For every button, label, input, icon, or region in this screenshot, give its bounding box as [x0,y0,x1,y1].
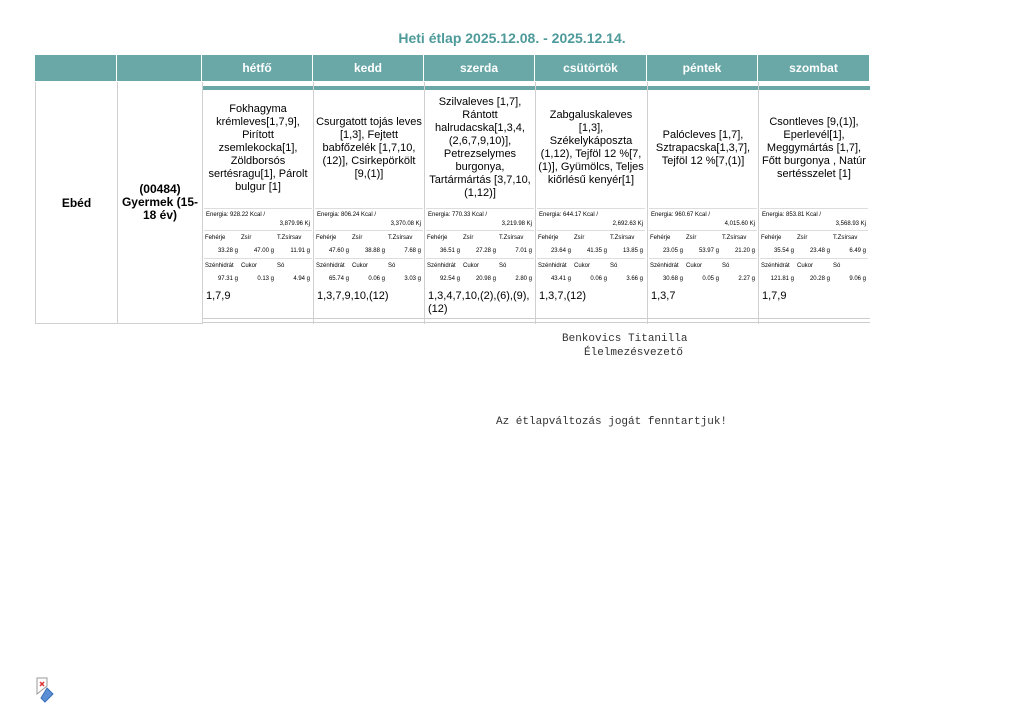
day-accent-bar [314,86,425,90]
menu-text: Fokhagyma krémleves[1,7,9], Pirított zsemlekocka[1], Zöldborsós sertésragu[1], Párolt bulgur [1] [208,102,308,193]
energy-info [537,208,645,230]
nutrient-value: 20.28 g [809,275,830,282]
row-divider [203,318,314,323]
header-day-3: csütörtök [535,55,647,81]
nutrients-row-1 [537,230,645,257]
nutrient-value: 35.54 g [773,247,794,254]
nutrient-label: Cukor [352,262,369,269]
day-column-0 [202,82,313,324]
energy-label: Energia: 806.24 Kcal / [317,212,377,218]
row-divider [648,318,759,323]
nutrient-value: 23.64 g [550,247,571,254]
nutrient-label: Cukor [686,262,703,269]
nutrient-label: Zsír [241,234,252,241]
row-divider [314,318,425,323]
allergen-list: 1,3,7,9,10,(12) [317,290,389,302]
energy-kj: 3,219.98 Kj [501,221,532,227]
energy-label: Energia: 853.81 Kcal / [762,212,822,218]
nutrients-row-1 [760,230,868,257]
allergen-list: 1,3,7 [651,290,676,302]
nutrient-value: 23.05 g [662,247,683,254]
nutrient-label: Szénhidrát [538,262,567,269]
energy-label: Energia: 644.17 Kcal / [539,212,599,218]
day-column-1 [313,82,424,324]
energy-info [760,208,868,230]
nutrient-label: Cukor [241,262,258,269]
day-accent-bar [759,86,870,90]
day-column-2 [424,82,535,324]
header-day-5: szombat [758,55,870,81]
energy-label: Energia: 928.22 Kcal / [206,212,266,218]
nutrients-row-2 [537,258,645,285]
nutrients-row-1 [204,230,312,257]
nutrients-row-1 [315,230,423,257]
nutrients-row-2 [315,258,423,285]
nutrient-value: 11.91 g [290,247,310,254]
header-day-1: kedd [313,55,424,81]
day-column-5 [758,82,869,324]
nutrient-value: 38.88 g [364,247,385,254]
nutrient-value: 2.80 g [515,275,532,282]
nutrient-value: 0.05 g [702,275,719,282]
nutrient-label: T.Zsírsav [277,234,302,241]
nutrient-label: Zsír [352,234,363,241]
nutrient-value: 6.49 g [849,247,866,254]
nutrients-row-1 [649,230,757,257]
menu-text: Szilvaleves [1,7], Rántott halrudacska[1,3,4,(2,6,7,9,10)], Petrezselymes burgonya, Tartármártás [3,7,10,(1,12)] [429,96,531,199]
nutrient-label: Fehérje [427,234,448,241]
footer-note: Az étlapváltozás jogát fenntartjuk! [496,416,728,428]
nutrient-value: 0.06 g [590,275,607,282]
nutrient-label: Szénhidrát [316,262,345,269]
nutrient-value: 47.00 g [253,247,274,254]
nutrient-value: 27.28 g [475,247,496,254]
nutrient-label: T.Zsírsav [499,234,524,241]
menu-text: Csontleves [9,(1)], Eperlevél[1], Meggymártás [1,7], Főtt burgonya , Natúr sertésszelet [1] [762,115,866,180]
nutrients-row-2 [649,258,757,285]
energy-info [315,208,423,230]
day-accent-bar [203,86,314,90]
nutrient-label: Zsír [574,234,585,241]
nutrient-label: Szénhidrát [427,262,456,269]
day-accent-bar [648,86,759,90]
nutrient-value: 36.51 g [439,247,460,254]
nutrient-value: 30.68 g [662,275,683,282]
energy-label: Energia: 770.33 Kcal / [428,212,488,218]
nutrient-value: 0.13 g [257,275,274,282]
energy-kj: 3,568.93 Kj [835,221,866,227]
energy-kj: 2,692.63 Kj [612,221,643,227]
energy-kj: 3,370.08 Kj [390,221,421,227]
nutrient-value: 2.27 g [738,275,755,282]
nutrient-value: 65.74 g [328,275,349,282]
nutrient-label: Zsír [463,234,474,241]
nutrient-label: Só [722,262,730,269]
nutrient-value: 33.28 g [217,247,238,254]
nutrient-label: T.Zsírsav [833,234,858,241]
page-title: Heti étlap 2025.12.08. - 2025.12.14. [398,30,626,46]
nutrient-label: Fehérje [538,234,559,241]
allergen-list: 1,3,7,(12) [539,290,587,302]
menu-text: Palócleves [1,7], Sztrapacska[1,3,7], Tejföl 12 %[7,(1)] [655,128,751,167]
nutrient-value: 20.98 g [475,275,496,282]
nutrient-value: 7.68 g [404,247,421,254]
nutrient-value: 41.35 g [586,247,607,254]
nutrient-value: 23.48 g [809,247,830,254]
nutrient-label: T.Zsírsav [610,234,635,241]
row-divider [759,318,870,323]
nutrient-value: 7.01 g [515,247,532,254]
nutrient-value: 3.03 g [404,275,421,282]
header-blank-meal [35,55,117,81]
row-divider [536,318,647,323]
day-column-3 [535,82,646,324]
nutrient-label: Só [277,262,285,269]
signature-name: Benkovics Titanilla [562,333,688,345]
broken-image-icon [35,676,55,704]
nutrient-label: Szénhidrát [205,262,234,269]
nutrient-label: Fehérje [316,234,337,241]
meal-label: Ebéd [35,82,117,324]
nutrients-row-2 [426,258,534,285]
nutrient-label: Zsír [797,234,808,241]
nutrient-label: Szénhidrát [650,262,679,269]
nutrient-value: 9.06 g [849,275,866,282]
header-blank-group [117,55,202,81]
nutrient-label: T.Zsírsav [722,234,747,241]
nutrient-label: Só [833,262,841,269]
allergen-list: 1,7,9 [762,290,787,302]
nutrients-row-1 [426,230,534,257]
group-label: (00484) Gyermek (15-18 év) [117,82,202,324]
day-column-4 [647,82,758,324]
energy-kj: 3,879.96 Kj [279,221,310,227]
day-accent-bar [536,86,647,90]
header-day-2: szerda [424,55,535,81]
nutrient-label: T.Zsírsav [388,234,413,241]
allergen-list: 1,7,9 [206,290,231,302]
nutrients-row-2 [204,258,312,285]
nutrient-value: 47.60 g [328,247,349,254]
nutrient-label: Cukor [463,262,480,269]
nutrient-value: 53.97 g [698,247,719,254]
allergen-list: 1,3,4,7,10,(2),(6),(9),(12) [428,290,530,315]
energy-label: Energia: 960.67 Kcal / [651,212,711,218]
nutrient-label: Só [499,262,507,269]
header-day-4: péntek [647,55,758,81]
nutrient-label: Fehérje [761,234,782,241]
nutrient-label: Cukor [574,262,591,269]
energy-info [426,208,534,230]
nutrient-value: 97.31 g [217,275,238,282]
menu-text: Zabgaluskaleves [1,3], Székelykáposzta (1,12), Tejföl 12 %[7,(1)], Gyümölcs, Teljes kiőrlésű kenyér[1] [538,109,644,186]
header-day-0: hétfő [202,55,313,81]
nutrient-label: Szénhidrát [761,262,790,269]
nutrient-label: Fehérje [205,234,226,241]
nutrient-value: 4.94 g [293,275,310,282]
row-divider [425,318,536,323]
signature-role: Élelmezésvezető [584,347,684,359]
nutrient-value: 13.85 g [622,247,643,254]
nutrient-value: 121.81 g [770,275,794,282]
energy-info [204,208,312,230]
nutrient-value: 0.06 g [368,275,385,282]
day-accent-bar [425,86,536,90]
nutrient-value: 3.66 g [626,275,643,282]
nutrient-label: Fehérje [650,234,671,241]
nutrient-value: 21.20 g [734,247,755,254]
nutrient-value: 43.41 g [550,275,571,282]
menu-text: Csurgatott tojás leves [1,3], Fejtett babfőzelék [1,7,10,(12)], Csirkepörkölt [9,(1)] [316,115,422,180]
nutrient-label: Cukor [797,262,814,269]
nutrient-value: 92.54 g [439,275,460,282]
energy-info [649,208,757,230]
nutrient-label: Só [610,262,618,269]
nutrient-label: Zsír [686,234,697,241]
nutrient-label: Só [388,262,396,269]
energy-kj: 4,015.60 Kj [724,221,755,227]
nutrients-row-2 [760,258,868,285]
